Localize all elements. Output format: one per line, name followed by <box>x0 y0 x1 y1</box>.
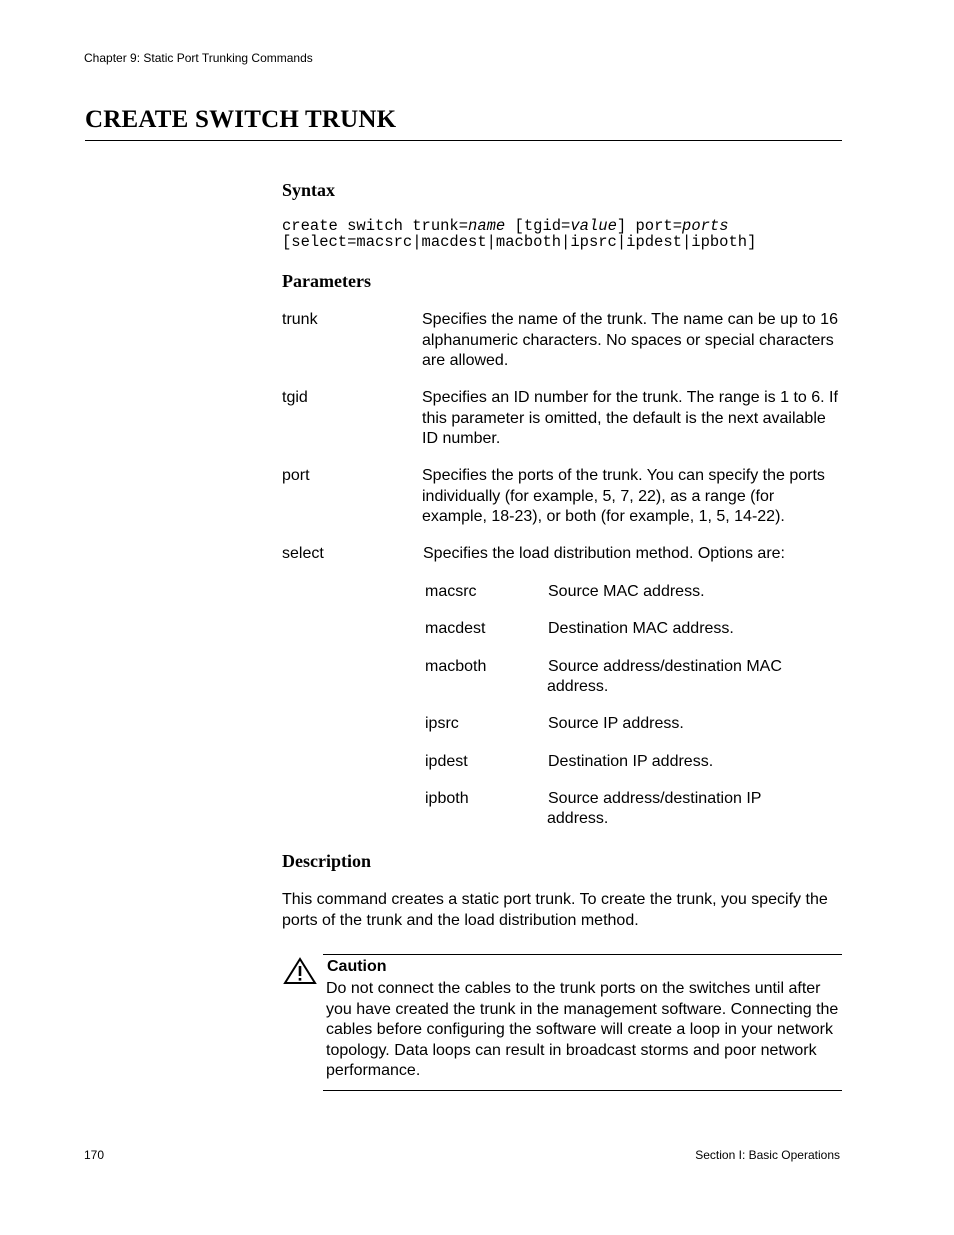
option-desc-macsrc: Source MAC address. <box>548 583 705 600</box>
param-name-select: select <box>282 545 324 562</box>
syntax-code <box>282 218 756 250</box>
caution-text: Do not connect the cables to the trunk ports on the switches until after you have created the trunk in the management software. Connecting the cables before configuring the software will create a loop in your network topology. Data loops can result in broadcast storms and poor network performance. <box>326 980 839 1079</box>
param-desc-trunk: Specifies the name of the trunk. The name can be up to 16 alphanumeric characters. No spaces or special characters are allowed. <box>422 311 838 369</box>
option-desc-macboth-l1: Source address/destination MAC <box>548 658 782 675</box>
caution-top-rule <box>323 954 842 955</box>
page-number: 170 <box>84 1148 105 1162</box>
parameters-heading: Parameters <box>282 271 371 291</box>
syntax-line1-c: ] port= <box>616 217 683 235</box>
param-name-tgid: tgid <box>282 389 308 406</box>
caution-bottom-rule <box>323 1090 842 1091</box>
option-name-macsrc: macsrc <box>425 583 477 600</box>
param-name-trunk: trunk <box>282 311 318 328</box>
warning-triangle-icon <box>283 957 317 985</box>
option-name-ipboth: ipboth <box>425 790 469 807</box>
syntax-heading: Syntax <box>282 180 336 200</box>
option-name-ipsrc: ipsrc <box>425 715 459 732</box>
syntax-line1-a: create switch trunk= <box>282 217 469 235</box>
caution-title: Caution <box>327 958 387 975</box>
option-desc-macdest: Destination MAC address. <box>548 620 734 637</box>
option-name-ipdest: ipdest <box>425 753 468 770</box>
option-name-macboth: macboth <box>425 658 487 675</box>
option-desc-macboth-l2: address. <box>547 678 609 695</box>
param-desc-select: Specifies the load distribution method. Options are: <box>423 545 785 562</box>
syntax-line1-b: [tgid= <box>505 217 571 235</box>
page-title: CREATE SWITCH TRUNK <box>85 106 397 133</box>
option-name-macdest: macdest <box>425 620 486 637</box>
syntax-arg-ports: ports <box>682 217 729 235</box>
description-text: This command creates a static port trunk. To create the trunk, you specify the ports of the trunk and the load distribution method. <box>282 891 828 929</box>
option-desc-ipsrc: Source IP address. <box>548 715 684 732</box>
section-footer: Section I: Basic Operations <box>695 1148 840 1162</box>
syntax-line2: [select=macsrc|macdest|macboth|ipsrc|ipdest|ipboth] <box>282 233 757 251</box>
option-desc-ipboth-l1: Source address/destination IP <box>548 790 762 807</box>
description-heading: Description <box>282 851 371 871</box>
param-desc-tgid: Specifies an ID number for the trunk. The range is 1 to 6. If this parameter is omitted, the default is the next available ID number. <box>422 389 838 447</box>
chapter-header: Chapter 9: Static Port Trunking Commands <box>84 51 313 65</box>
param-desc-port: Specifies the ports of the trunk. You can specify the ports individually (for example, 5, 7, 22), as a range (for example, 18-23), or both (for example, 1, 5, 14-22). <box>422 467 825 525</box>
option-desc-ipboth-l2: address. <box>547 810 609 827</box>
param-name-port: port <box>282 467 310 484</box>
syntax-arg-value: value <box>570 217 617 235</box>
option-desc-ipdest: Destination IP address. <box>548 753 714 770</box>
syntax-arg-name: name <box>468 217 506 235</box>
title-divider <box>85 140 842 141</box>
